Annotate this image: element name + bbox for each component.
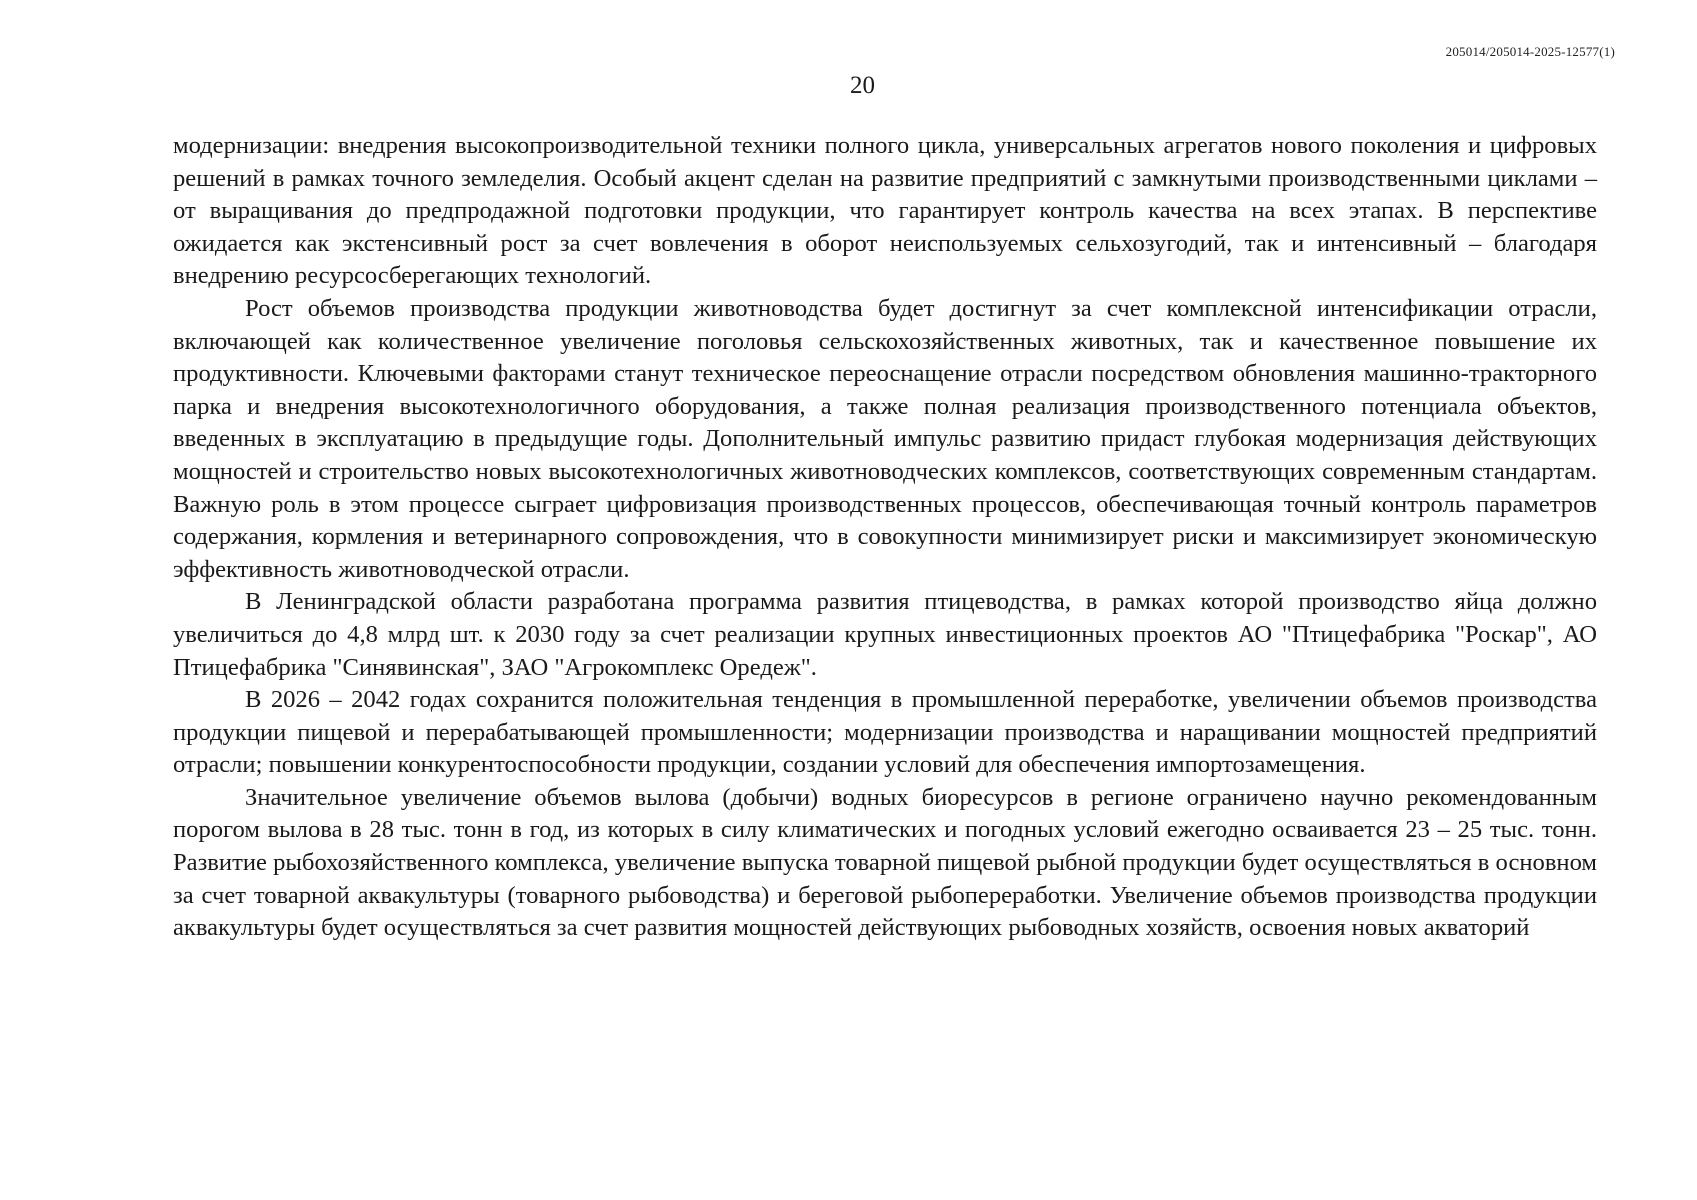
paragraph-5: Значительное увеличение объемов вылова (добычи) водных биоресурсов в регионе ограничено научно рекомендованным порогом вылова в 28 тыс. тонн в год, из которых в силу климатических и погодных условий ежегодно осваивается 23 – 25 тыс. тонн. Развитие рыбохозяйственного комплекса, увеличение выпуска товарной пищевой рыбной продукции будет осуществляться в основном за счет товарной аквакультуры (товарного рыбоводства) и береговой рыбопереработки. Увеличение объемов производства продукции аквакультуры будет осуществляться за счет развития мощностей действующих рыбоводных хозяйств, освоения новых акваторий [173, 783, 1597, 942]
paragraph-3: В Ленинградской области разработана программа развития птицеводства, в рамках которой производство яйца должно увеличиться до 4,8 млрд шт. к 2030 году за счет реализации крупных инвестиционных проектов АО "Птицефабрика "Роскар", АО Птицефабрика "Синявинская", ЗАО "Агрокомплекс Оредеж". [173, 588, 1597, 681]
paragraph-4: В 2026 – 2042 годах сохранится положительная тенденция в промышленной переработке, увеличении объемов производства продукции пищевой и перерабатывающей промышленности; модернизации производства и наращивании мощностей предприятий отрасли; повышении конкурентоспособности продукции, создании условий для обеспечения импортозамещения. [173, 686, 1597, 779]
document-body [173, 130, 1597, 945]
paragraph-1: модернизации: внедрения высокопроизводительной техники полного цикла, универсальных агрегатов нового поколения и цифровых решений в рамках точного земледелия. Особый акцент сделан на развитие предприятий с замкнутыми производственными циклами – от выращивания до предпродажной подготовки продукции, что гарантирует контроль качества на всех этапах. В перспективе ожидается как экстенсивный рост за счет вовлечения в оборот неиспользуемых сельхозугодий, так и интенсивный – благодаря внедрению ресурсосберегающих технологий. [173, 132, 1597, 290]
document-id: 205014/205014-2025-12577(1) [1445, 44, 1615, 59]
paragraph-2: Рост объемов производства продукции животноводства будет достигнут за счет комплексной интенсификации отрасли, включающей как количественное увеличение поголовья сельскохозяйственных животных, так и качественное повышение их продуктивности. Ключевыми факторами станут техническое переоснащение отрасли посредством обновления машинно-тракторного парка и внедрения высокотехнологичного оборудования, а также полная реализация производственного потенциала объектов, введенных в эксплуатацию в предыдущие годы. Дополнительный импульс развитию придаст глубокая модернизация действующих мощностей и строительство новых высокотехнологичных животноводческих комплексов, соответствующих современным стандартам. Важную роль в этом процессе сыграет цифровизация производственных процессов, обеспечивающая точный контроль параметров содержания, кормления и ветеринарного сопровождения, что в совокупности минимизирует риски и максимизирует экономическую эффективность животноводческой отрасли. [173, 294, 1597, 583]
page-number: 20 [850, 72, 875, 99]
